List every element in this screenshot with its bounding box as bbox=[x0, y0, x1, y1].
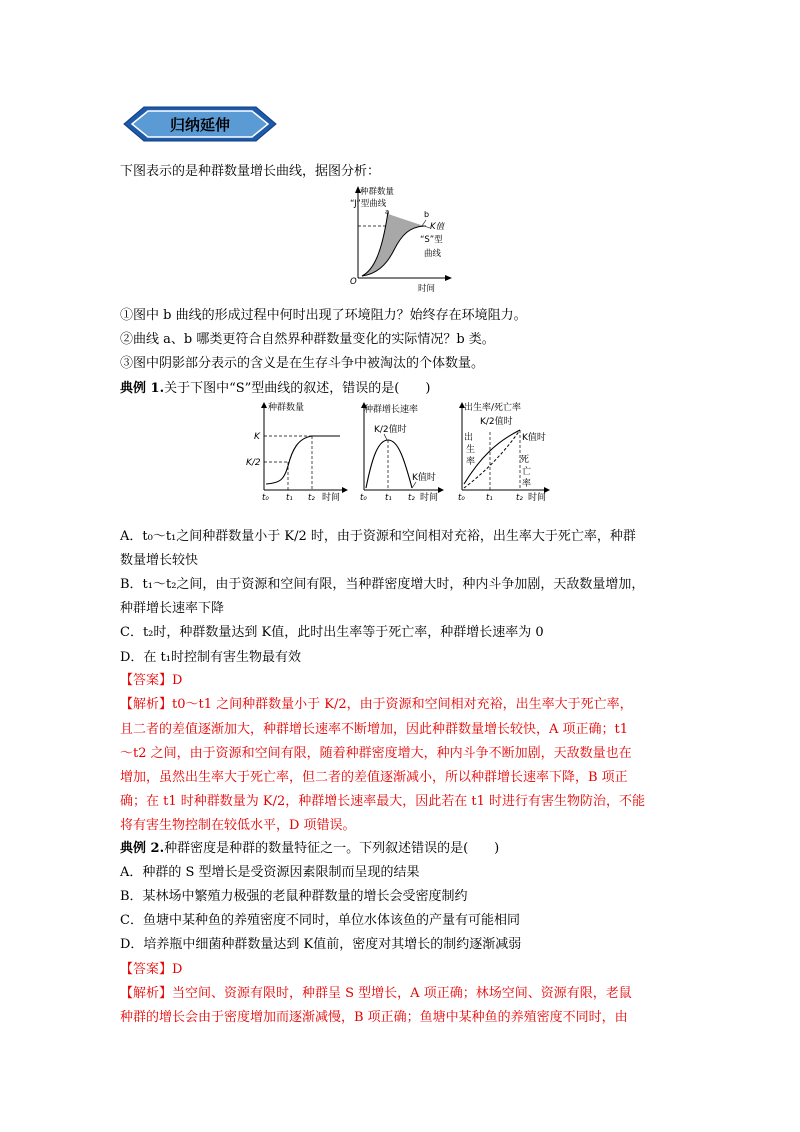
point-2: ②曲线 a、b 哪类更符合自然界种群数量变化的实际情况？b 类。 bbox=[120, 332, 495, 347]
c3-death-2: 亡 bbox=[522, 467, 532, 477]
c3-death-1: 死 bbox=[520, 455, 530, 465]
c1-t0: t₀ bbox=[262, 493, 269, 503]
c1-t1: t₁ bbox=[286, 493, 293, 503]
c1-k2: K/2 bbox=[246, 458, 261, 468]
fig1-s-label-1: “S”型 bbox=[420, 235, 443, 245]
chart-growth-rate bbox=[360, 402, 444, 503]
fig1-a: a bbox=[385, 208, 390, 216]
ex1-answer: 【答案】D bbox=[120, 673, 183, 688]
ex1-option-d: D．在 t₁时控制有害生物最有效 bbox=[120, 650, 301, 665]
ex1-option-a: A．t₀～t₁之间种群数量小于 K/2 时，由于资源和空间相对充裕，出生率大于死亡率，种群 bbox=[120, 529, 636, 544]
c3-xlabel: 时间 bbox=[528, 493, 547, 503]
c2-t2: t₂ bbox=[408, 493, 415, 503]
fig1-j-label: “J”型曲线 bbox=[350, 199, 387, 209]
c2-xlabel: 时间 bbox=[420, 493, 439, 503]
c2-peak: K/2值时 bbox=[374, 425, 407, 435]
ex1-option-a-cont: 数量增长较快 bbox=[120, 553, 199, 568]
ex2-option-b: B．某林场中繁殖力极强的老鼠种群数量的增长会受密度制约 bbox=[120, 889, 468, 904]
ex2-option-d: D．培养瓶中细菌种群数量达到 K值前，密度对其增长的制约逐渐减弱 bbox=[120, 937, 522, 952]
example-1-question bbox=[120, 380, 430, 397]
c3-t1: t₁ bbox=[486, 493, 493, 503]
c1-k: K bbox=[254, 432, 260, 442]
c3-birth-1: 出 bbox=[464, 433, 474, 443]
growth-curves-figure bbox=[344, 184, 464, 296]
example-1-text: 关于下图中“S”型曲线的叙述，错误的是( ) bbox=[164, 381, 431, 396]
ex1-analysis-6: 将有害生物控制在较低水平，D 项错误。 bbox=[120, 818, 356, 833]
c3-t2: t₂ bbox=[516, 493, 523, 503]
ex1-analysis-1: 【解析】t0～t1 之间种群数量小于 K/2，由于资源和空间相对充裕，出生率大于死亡率， bbox=[120, 697, 633, 712]
ex1-option-b: B．t₁～t₂之间，由于资源和空间有限，当种群密度增大时，种内斗争加剧，天敌数量增加， bbox=[120, 577, 645, 592]
example-1-label: 典例 1. bbox=[120, 381, 165, 396]
chart-population bbox=[246, 401, 348, 503]
ex2-answer: 【答案】D bbox=[120, 962, 183, 977]
ex2-option-c: C．鱼塘中某种鱼的养殖密度不同时，单位水体该鱼的产量有可能相同 bbox=[120, 913, 520, 928]
ex1-option-c: C．t₂时，种群数量达到 K值，此时出生率等于死亡率，种群增长速率为 0 bbox=[120, 625, 544, 640]
ex2-analysis-2: 种群的增长会由于密度增加而逐渐减慢，B 项正确；鱼塘中某种鱼的养殖密度不同时，由 bbox=[120, 1010, 628, 1025]
example-2-text: 种群密度是种群的数量特征之一。下列叙述错误的是( ) bbox=[164, 841, 500, 856]
ex2-analysis-1: 【解析】当空间、资源有限时，种群呈 S 型增长，A 项正确；林场空间、资源有限，老鼠 bbox=[120, 986, 632, 1001]
c3-ylabel: 出生率/死亡率 bbox=[464, 403, 522, 413]
fig1-b: b bbox=[424, 210, 430, 219]
ex1-analysis-3: ～t2 之间，由于资源和空间有限，随着种群密度增大，种内斗争不断加剧，天敌数量也在 bbox=[120, 746, 632, 761]
fig1-k: K值 bbox=[430, 222, 445, 232]
ex1-analysis-2: 且二者的差值逐渐加大，种群增长速率不断增加，因此种群数量增长较快，A 项正确；t1 bbox=[120, 722, 629, 737]
ex2-option-a: A．种群的 S 型增长是受资源因素限制而呈现的结果 bbox=[120, 865, 420, 880]
intro-text: 下图表示的是种群数量增长曲线，据图分析： bbox=[120, 164, 381, 179]
c2-ylabel: 种群增长速率 bbox=[364, 405, 419, 415]
c3-peak: K/2值时 bbox=[480, 417, 513, 427]
point-3: ③图中阴影部分表示的含义是在生存斗争中被淘汰的个体数量。 bbox=[120, 356, 485, 371]
fig1-s-label-2: 曲线 bbox=[424, 249, 442, 259]
c3-birth-3: 率 bbox=[466, 457, 476, 467]
banner-title: 归纳延伸 bbox=[169, 116, 231, 134]
chart-birth-death bbox=[458, 401, 550, 503]
c3-death-3: 率 bbox=[522, 479, 532, 489]
ex1-analysis-5: 确；在 t1 时种群数量为 K/2，种群增长速率最大，因此若在 t1 时进行有害生物防治，不能 bbox=[120, 794, 646, 809]
c1-t2: t₂ bbox=[308, 493, 315, 503]
c2-end: K值时 bbox=[412, 473, 436, 483]
c3-t0: t₀ bbox=[458, 493, 465, 503]
example-2-label: 典例 2. bbox=[120, 841, 165, 856]
example-2-question bbox=[120, 840, 499, 857]
section-banner bbox=[120, 104, 280, 144]
c3-k: K值时 bbox=[522, 433, 546, 443]
fig1-xlabel: 时间 bbox=[418, 284, 436, 294]
c2-t0: t₀ bbox=[360, 493, 367, 503]
c3-birth-2: 生 bbox=[466, 445, 476, 455]
c1-ylabel: 种群数量 bbox=[268, 403, 305, 413]
fig1-origin: O bbox=[350, 277, 357, 287]
fig1-ylabel: 种群数量 bbox=[360, 187, 395, 197]
ex1-analysis-4: 增加，虽然出生率大于死亡率，但二者的差值逐渐减小，所以种群增长速率下降，B 项正 bbox=[120, 770, 628, 785]
ex1-option-b-cont: 种群增长速率下降 bbox=[120, 601, 225, 616]
s-curve-charts bbox=[240, 398, 560, 506]
c1-xlabel: 时间 bbox=[322, 493, 341, 503]
c2-t1: t₁ bbox=[385, 493, 392, 503]
point-1: ①图中 b 曲线的形成过程中何时出现了环境阻力？始终存在环境阻力。 bbox=[120, 308, 527, 323]
